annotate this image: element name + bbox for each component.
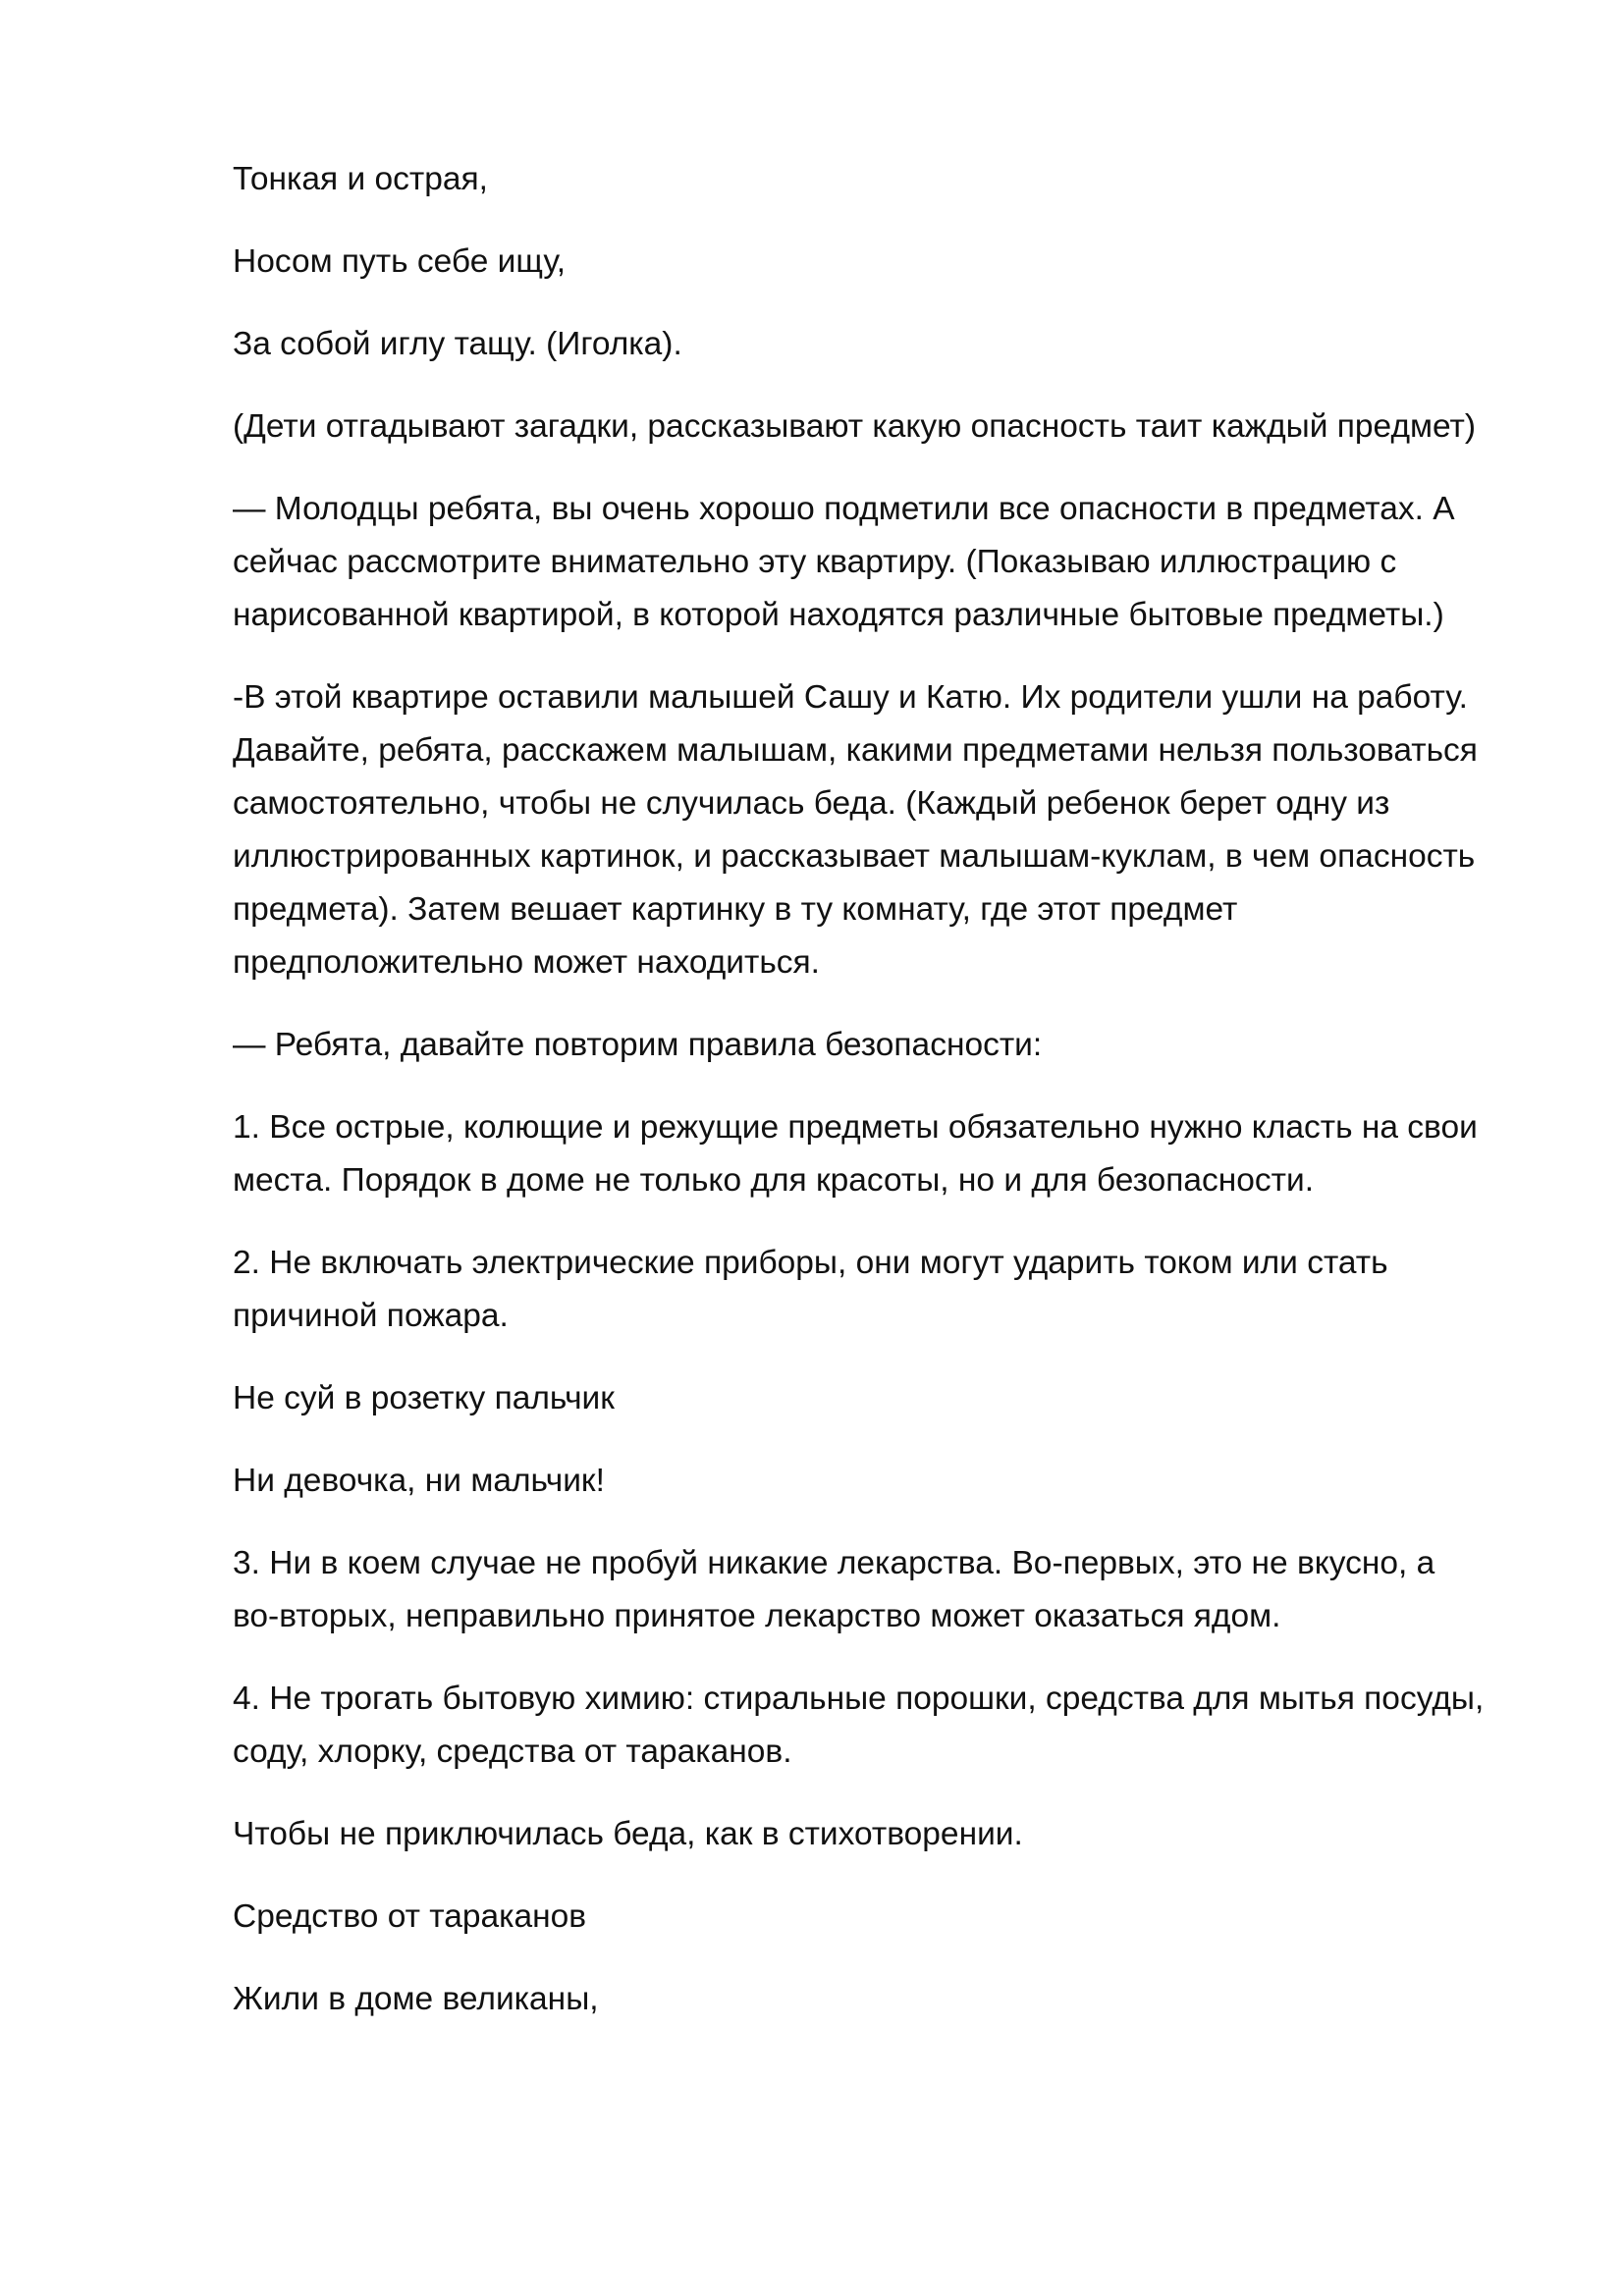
paragraph-rule-4: 4. Не трогать бытовую химию: стиральные порошки, средства для мытья посуды, соду, хлорку, средства от тараканов. xyxy=(233,1681,1485,1770)
paragraph-rule-1: 1. Все острые, колющие и режущие предметы обязательно нужно класть на свои места. Порядок в доме не только для красоты, но и для безопасности. xyxy=(233,1109,1478,1199)
paragraph-rule-2: 2. Не включать электрические приборы, они могут ударить током или стать причиной пожара. xyxy=(233,1245,1388,1334)
paragraph-rule-3: 3. Ни в коем случае не пробуй никакие лекарства. Во-первых, это не вкусно, а во-вторых, неправильно принятое лекарство может оказаться ядом. xyxy=(233,1545,1435,1634)
paragraph-sasha-katya: -В этой квартире оставили малышей Сашу и Катю. Их родители ушли на работу. Давайте, ребята, расскажем малышам, какими предметами нельзя пользоваться самостоятельно, чтобы не случилась беда. (Каждый ребенок берет одну из иллюстрированных картинок, и рассказывает малышам-куклам, в чем опасность предмета). Затем вешает картинку в ту комнату, где этот предмет предположительно может находиться. xyxy=(233,679,1478,981)
paragraph-poem-line-1: Жили в доме великаны, xyxy=(233,1981,599,2017)
paragraph-poem-intro: Чтобы не приключилась беда, как в стихотворении. xyxy=(233,1816,1023,1852)
paragraph-apartment-illustration: — Молодцы ребята, вы очень хорошо подметили все опасности в предметах. А сейчас рассмотрите внимательно эту квартиру. (Показываю иллюстрацию с нарисованной квартирой, в которой находятся различные бытовые предметы.) xyxy=(233,491,1455,633)
paragraph-children-guess: (Дети отгадывают загадки, рассказывают какую опасность таит каждый предмет) xyxy=(233,408,1477,445)
paragraph-riddle-answer: За собой иглу тащу. (Иголка). xyxy=(233,326,682,362)
paragraph-poem-title: Средство от тараканов xyxy=(233,1898,587,1935)
paragraph-rhyme-line-2: Ни девочка, ни мальчик! xyxy=(233,1463,605,1499)
paragraph-safety-rules-intro: — Ребята, давайте повторим правила безопасности: xyxy=(233,1027,1043,1063)
paragraph-riddle-line-1: Тонкая и острая, xyxy=(233,161,488,197)
paragraph-riddle-line-2: Носом путь себе ищу, xyxy=(233,243,567,280)
paragraph-rhyme-line-1: Не суй в розетку пальчик xyxy=(233,1380,615,1416)
